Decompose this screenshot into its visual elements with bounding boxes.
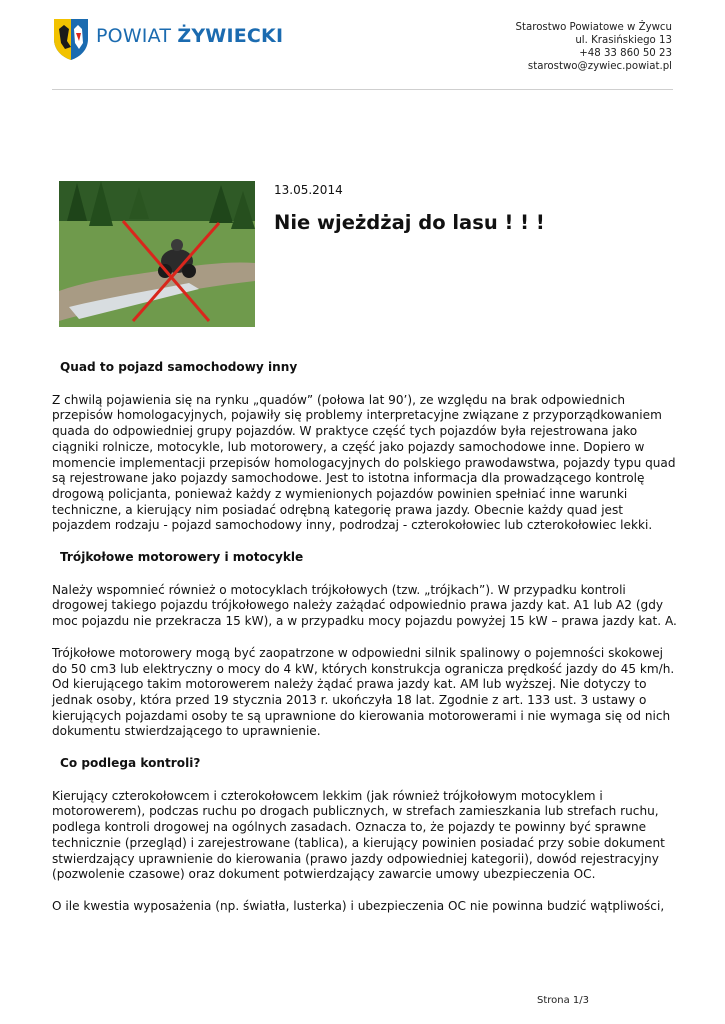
contact-phone: +48 33 860 50 23	[579, 48, 672, 59]
contact-address: ul. Krasińskiego 13	[575, 35, 672, 46]
article-body	[52, 360, 677, 931]
section-heading: Trójkołowe motorowery i motocykle	[60, 550, 304, 565]
section-heading: Quad to pojazd samochodowy inny	[60, 360, 298, 374]
contact-name: Starostwo Powiatowe w Żywcu	[515, 22, 672, 33]
powiat-logo[interactable]	[52, 17, 284, 61]
article-title: Nie wjeżdżaj do lasu ! ! !	[274, 211, 545, 234]
paragraph: Kierujący czterokołowcem i czterokołowcem lekkim (jak również trójkołowym motocyklem i motorowerem), podczas ruchu po drogach publicznych, w strefach zamieszkania lub strefach ruchu, podlega kontroli drogowej na ogólnych zasadach. Oznacza to, że pojazdy te powinny być sprawne technicznie (przegląd) i zarejestrowane (tablica), a kierujący powinien posiadać przy sobie dokument stwierdzający uprawnienie do kierowania (prawo jazdy odpowiedniej kategorii), dowód rejestracyjny (pozwolenie czasowe) oraz dokument potwierdzający zawarcie umowy ubezpieczenia OC.	[52, 788, 665, 882]
paragraph: Należy wspomnieć również o motocyklach trójkołowych (tzw. „trójkach”). W przypadku kontroli drogowej takiego pojazdu trójkołowego należy zażądać odpowiednio prawa jazdy kat. A1 lub A2 (gdy moc pojazdu nie przekracza 15 kW), a w przypadku mocy pojazdu powyżej 15 kW – prawa jazdy kat. A.	[52, 582, 677, 629]
logo-wordmark	[96, 25, 283, 47]
article-date: 13.05.2014	[274, 183, 343, 197]
contact-email[interactable]: starostwo@zywiec.powiat.pl	[527, 61, 672, 72]
page-number: Strona 1/3	[537, 995, 590, 1006]
contact-block	[516, 21, 672, 73]
article-photo	[59, 181, 255, 327]
logo-text-bold: ŻYWIECKI	[177, 25, 284, 47]
paragraph: Trójkołowe motorowery mogą być zaopatrzone w odpowiedni silnik spalinowy o pojemności skokowej do 50 cm3 lub elektryczny o mocy do 4 kW, których konstrukcja ogranicza prędkość jazdy do 45 km/h. Od kierującego takim motorowerem należy żądać prawa jazdy kat. AM lub wyższej. Nie dotyczy to jednak osoby, która przed 19 stycznia 2013 r. ukończyła 18 lat. Zgodnie z art. 133 ust. 3 ustawy o kierujących pojazdami osoby te są uprawnione do kierowania motorowerami i nie wymaga się od nich dokumentu stwierdzającego to uprawnienie.	[52, 645, 675, 739]
logo-text-light: POWIAT	[96, 25, 178, 47]
coat-of-arms-icon	[52, 17, 90, 61]
paragraph: Z chwilą pojawienia się na rynku „quadów” (połowa lat 90’), ze względu na brak odpowiednich przepisów homologacyjnych, pojawiły się problemy interpretacyjne związane z przyporządkowaniem quada do odpowiedniej grupy pojazdów. W praktyce część tych pojazdów była rejestrowana jako ciągniki rolnicze, motocykle, lub motorowery, a część jako pojazdy samochodowe inne. Dopiero w momencie implementacji przepisów homologacyjnych do polskiego prawodawstwa, pojazdy typu quad są rejestrowane jako pojazdy samochodowe. Jest to istotna informacja dla prowadzącego kontrolę drogową policjanta, ponieważ każdy z wymienionych pojazdów powinien spełniać inne warunki techniczne, a kierujący nim posiadać odrębną kategorię prawa jazdy. Obecnie każdy quad jest pojazdem rodzaju - pojazd samochodowy inny, podrodzaj - czterokołowiec lub czterokołowiec lekki.	[52, 392, 676, 533]
section-heading: Co podlega kontroli?	[60, 756, 201, 771]
paragraph: O ile kwestia wyposażenia (np. światła, lusterka) i ubezpieczenia OC nie powinna budzić wątpliwości,	[52, 898, 665, 913]
header-divider	[52, 89, 673, 90]
